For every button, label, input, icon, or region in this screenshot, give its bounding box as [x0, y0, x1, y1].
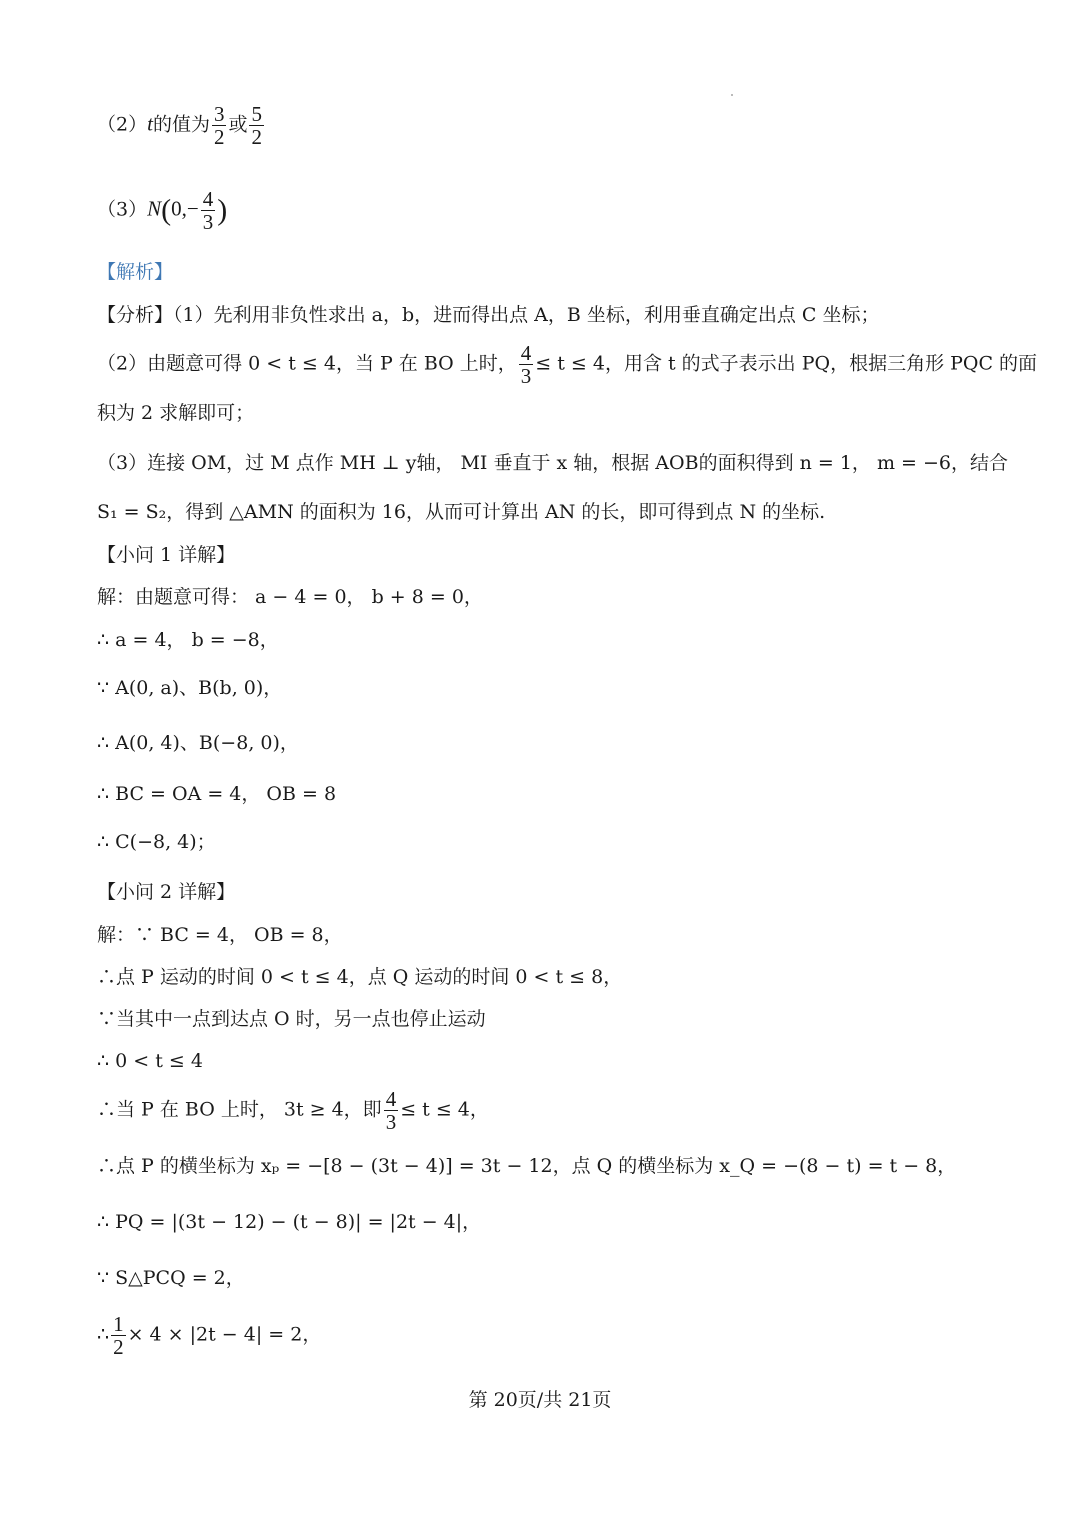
q1-heading: 【小问 1 详解】	[97, 544, 236, 566]
analysis-line-5: S₁ = S₂，得到 △AMN 的面积为 16，从而可计算出 AN 的长，即可得到点 N 的坐标.	[97, 501, 826, 523]
analysis-line-3: 积为 2 求解即可；	[97, 402, 255, 424]
fraction: $\frac{4}{3}$	[520, 341, 532, 388]
page-footer: 第 20页/共 21页	[468, 1389, 612, 1411]
fraction: $\frac{4}{3}$	[385, 1087, 397, 1134]
fraction: $\frac{3}{2}$	[213, 102, 225, 149]
q1-line: ∴ C(−8, 4)；	[97, 831, 216, 853]
q2-line: ∵当其中一点到达点 O 时，另一点也停止运动	[97, 1008, 486, 1030]
analysis-line-2: （2）由题意可得 0 < t ≤ 4，当 P 在 BO 上时， $\frac{4}{3}$ ≤ t ≤ 4，用含 t 的式子表示出 PQ，根据三角形 PQC 的面	[97, 341, 1038, 388]
answer-3: （3）N(0,− $\frac{4}{3}$ )	[97, 187, 228, 234]
analysis-line-1: 【分析】（1）先利用非负性求出 a，b，进而得出点 A，B 坐标，利用垂直确定出点 C 坐标；	[97, 304, 880, 326]
q1-line: 解：由题意可得： a − 4 = 0， b + 8 = 0，	[97, 586, 483, 608]
q2-heading: 【小问 2 详解】	[97, 881, 236, 903]
scan-speck	[731, 94, 733, 96]
q1-line: ∴ A(0, 4)、B(−8, 0)，	[97, 732, 299, 754]
fraction: $\frac{4}{3}$	[202, 187, 214, 234]
answer-2: （2）t的值为 $\frac{3}{2}$ 或 $\frac{5}{2}$	[97, 102, 262, 149]
q2-line: ∴ PQ = |(3t − 12) − (t − 8)| = |2t − 4|，	[97, 1211, 482, 1233]
q2-line: ∴ 0 < t ≤ 4	[97, 1050, 203, 1072]
q1-line: ∵ A(0, a)、B(b, 0)，	[97, 677, 283, 699]
q1-line: ∴ a = 4， b = −8，	[97, 629, 279, 651]
fraction: $\frac{5}{2}$	[251, 102, 262, 149]
analysis-line-4: （3）连接 OM，过 M 点作 MH ⊥ y轴， MI 垂直于 x 轴，根据 AOB的面积得到 n = 1， m = −6，结合	[97, 452, 1008, 474]
q2-line: ∴点 P 的横坐标为 xₚ = −[8 − (3t − 4)] = 3t − 12，点 Q 的横坐标为 x_Q = −(8 − t) = t − 8，	[97, 1155, 957, 1177]
q2-line: ∴当 P 在 BO 上时， 3t ≥ 4，即 $\frac{4}{3}$ ≤ t ≤ 4，	[97, 1087, 489, 1134]
q2-line: ∴ $\frac{1}{2}$ × 4 × |2t − 4| = 2，	[97, 1312, 322, 1359]
q1-line: ∴ BC = OA = 4， OB = 8	[97, 783, 337, 805]
q2-line: ∴点 P 运动的时间 0 < t ≤ 4，点 Q 运动的时间 0 < t ≤ 8，	[97, 966, 623, 988]
section-label: 【解析】	[97, 261, 174, 283]
fraction: $\frac{1}{2}$	[113, 1312, 124, 1359]
q2-line: ∵ S△PCQ = 2，	[97, 1267, 245, 1289]
q2-line: 解：∵ BC = 4， OB = 8，	[97, 924, 343, 946]
